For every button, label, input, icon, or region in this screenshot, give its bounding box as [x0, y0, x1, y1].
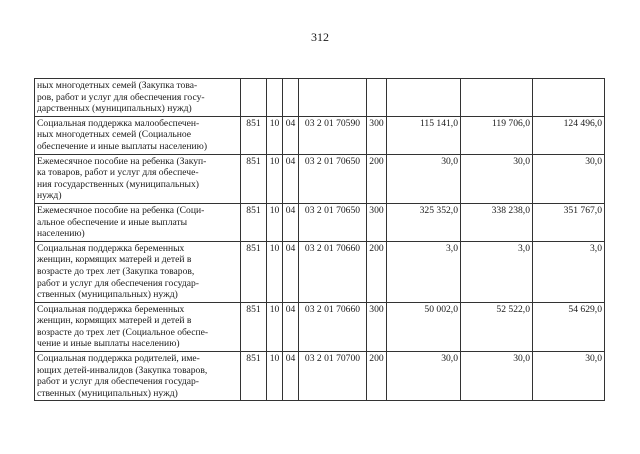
- amount-year2-cell: [461, 79, 533, 117]
- amount-year2-cell: 52 522,0: [461, 302, 533, 351]
- ministry-code-cell: 851: [241, 116, 267, 154]
- amount-year2-cell: 30,0: [461, 154, 533, 203]
- item-name-line: обеспечение и иные выплаты населению): [37, 140, 208, 152]
- item-name-line: ния государственных (муниципальных): [37, 178, 199, 190]
- subsection-code-cell: 04: [283, 154, 299, 203]
- amount-year1-cell: [387, 79, 461, 117]
- item-name-cell: [35, 203, 241, 241]
- amount-year2-cell: 119 706,0: [461, 116, 533, 154]
- subsection-code-cell: 04: [283, 241, 299, 302]
- table-row: [35, 79, 605, 117]
- ministry-code-cell: 851: [241, 302, 267, 351]
- subsection-code-cell: 04: [283, 203, 299, 241]
- target-article-cell: 03 2 01 70590: [299, 116, 367, 154]
- item-name-cell: [35, 79, 241, 117]
- subsection-code-cell: 04: [283, 116, 299, 154]
- ministry-code-cell: 851: [241, 241, 267, 302]
- item-name-cell: [35, 352, 241, 401]
- section-code-cell: 10: [267, 203, 283, 241]
- amount-year1-cell: 30,0: [387, 352, 461, 401]
- table-row: [35, 203, 605, 241]
- amount-year1-cell: 3,0: [387, 241, 461, 302]
- item-name-line: дарственных (муниципальных) нужд): [37, 103, 192, 115]
- item-name-cell: [35, 116, 241, 154]
- item-name-cell: [35, 154, 241, 203]
- item-name-line: Социальная поддержка родителей, име-: [37, 353, 200, 365]
- item-name-cell: [35, 302, 241, 351]
- item-name-line: возрасте до трех лет (Закупка товаров,: [37, 265, 195, 277]
- section-code-cell: [267, 79, 283, 117]
- expense-type-cell: 300: [367, 302, 387, 351]
- expense-type-cell: 200: [367, 241, 387, 302]
- expense-type-cell: 200: [367, 154, 387, 203]
- table-row: [35, 116, 605, 154]
- amount-year3-cell: [533, 79, 605, 117]
- section-code-cell: 10: [267, 302, 283, 351]
- target-article-cell: 03 2 01 70660: [299, 241, 367, 302]
- amount-year1-cell: 30,0: [387, 154, 461, 203]
- amount-year1-cell: 325 352,0: [387, 203, 461, 241]
- item-name-line: ных многодетных семей (Закупка това-: [37, 80, 198, 91]
- item-name-line: Ежемесячное пособие на ребенка (Закуп-: [37, 155, 207, 167]
- amount-year1-cell: 50 002,0: [387, 302, 461, 351]
- item-name-line: Социальная поддержка беременных: [37, 303, 185, 315]
- subsection-code-cell: 04: [283, 302, 299, 351]
- item-name-line: альное обеспечение и иные выплаты: [37, 216, 188, 228]
- item-name-line: женщин, кормящих матерей и детей в: [37, 254, 192, 266]
- amount-year3-cell: 30,0: [533, 352, 605, 401]
- item-name-line: ров, работ и услуг для обеспечения госу-: [37, 91, 205, 103]
- subsection-code-cell: 04: [283, 352, 299, 401]
- expense-type-cell: 300: [367, 203, 387, 241]
- item-name-line: ных многодетных семей (Социальное: [37, 129, 192, 141]
- ministry-code-cell: 851: [241, 352, 267, 401]
- amount-year2-cell: 338 238,0: [461, 203, 533, 241]
- target-article-cell: 03 2 01 70650: [299, 203, 367, 241]
- ministry-code-cell: 851: [241, 154, 267, 203]
- budget-table: [34, 78, 605, 401]
- target-article-cell: 03 2 01 70660: [299, 302, 367, 351]
- item-name-line: ка товаров, работ и услуг для обеспече-: [37, 167, 199, 179]
- amount-year2-cell: 3,0: [461, 241, 533, 302]
- item-name-cell: [35, 241, 241, 302]
- section-code-cell: 10: [267, 116, 283, 154]
- amount-year3-cell: 3,0: [533, 241, 605, 302]
- item-name-line: населению): [37, 228, 85, 240]
- item-name-line: ющих детей-инвалидов (Закупка товаров,: [37, 364, 208, 376]
- item-name-line: Ежемесячное пособие на ребенка (Соци-: [37, 204, 205, 216]
- target-article-cell: [299, 79, 367, 117]
- expense-type-cell: 200: [367, 352, 387, 401]
- item-name-line: нужд): [37, 190, 62, 202]
- table-body: [35, 79, 605, 401]
- table-row: [35, 352, 605, 401]
- expense-type-cell: 300: [367, 116, 387, 154]
- ministry-code-cell: 851: [241, 203, 267, 241]
- subsection-code-cell: [283, 79, 299, 117]
- item-name-line: женщин, кормящих матерей и детей в: [37, 315, 192, 327]
- item-name-line: Социальная поддержка малообеспечен-: [37, 117, 200, 129]
- target-article-cell: 03 2 01 70650: [299, 154, 367, 203]
- amount-year3-cell: 30,0: [533, 154, 605, 203]
- table-row: [35, 302, 605, 351]
- amount-year3-cell: 351 767,0: [533, 203, 605, 241]
- page-number: 312: [311, 30, 329, 44]
- item-name-line: ственных (муниципальных) нужд): [37, 387, 178, 399]
- item-name-line: возрасте до трех лет (Социальное обеспе-: [37, 326, 209, 338]
- expense-type-cell: [367, 79, 387, 117]
- item-name-line: работ и услуг для обеспечения государ-: [37, 376, 199, 388]
- section-code-cell: 10: [267, 241, 283, 302]
- amount-year2-cell: 30,0: [461, 352, 533, 401]
- table-row: [35, 154, 605, 203]
- section-code-cell: 10: [267, 352, 283, 401]
- item-name-line: работ и услуг для обеспечения государ-: [37, 277, 199, 289]
- target-article-cell: 03 2 01 70700: [299, 352, 367, 401]
- ministry-code-cell: [241, 79, 267, 117]
- section-code-cell: 10: [267, 154, 283, 203]
- amount-year1-cell: 115 141,0: [387, 116, 461, 154]
- item-name-line: ственных (муниципальных) нужд): [37, 289, 178, 301]
- amount-year3-cell: 124 496,0: [533, 116, 605, 154]
- amount-year3-cell: 54 629,0: [533, 302, 605, 351]
- item-name-line: чение и иные выплаты населению): [37, 338, 180, 350]
- item-name-line: Социальная поддержка беременных: [37, 242, 185, 254]
- table-row: [35, 241, 605, 302]
